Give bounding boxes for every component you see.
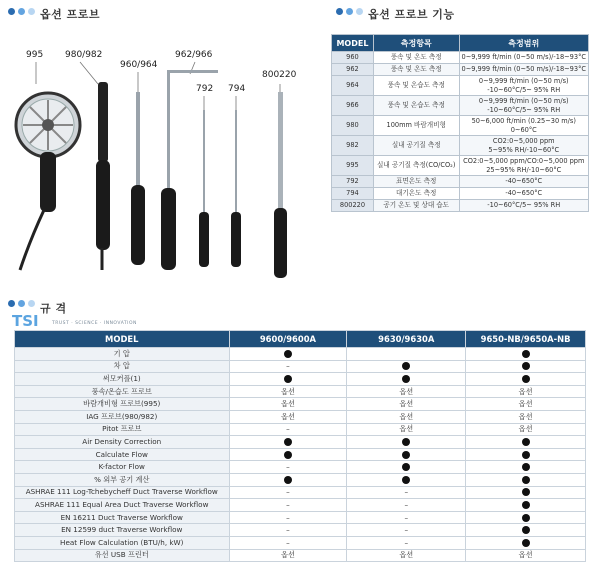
spec-value: – bbox=[347, 536, 466, 549]
filled-dot-icon bbox=[522, 362, 530, 370]
spec-value: 옵션 bbox=[229, 385, 347, 398]
spec-row bbox=[15, 473, 586, 486]
spec-value: 옵션 bbox=[347, 385, 466, 398]
range-cell bbox=[459, 76, 589, 96]
spec-value bbox=[229, 436, 347, 449]
table-row bbox=[332, 188, 589, 200]
filled-dot-icon bbox=[522, 488, 530, 496]
range-line: -10~60°C/5~ 95% RH bbox=[487, 201, 561, 209]
model-cell: 982 bbox=[332, 136, 374, 156]
range-cell bbox=[459, 136, 589, 156]
spec-value: 옵션 bbox=[466, 398, 586, 411]
spec-label: EN 16211 Duct Traverse Workflow bbox=[15, 511, 230, 524]
spec-label: ASHRAE 111 Log-Tchebycheff Duct Traverse Workflow bbox=[15, 486, 230, 499]
range-cell bbox=[459, 52, 589, 64]
spec-value bbox=[466, 461, 586, 474]
probe-label-995: 995 bbox=[26, 50, 44, 60]
probe-label-794: 794 bbox=[228, 84, 246, 94]
spec-value bbox=[347, 348, 466, 361]
spec-label: Heat Flow Calculation (BTU/h, kW) bbox=[15, 536, 230, 549]
probe-functions-table bbox=[331, 34, 589, 212]
filled-dot-icon bbox=[284, 438, 292, 446]
model-cell: 966 bbox=[332, 96, 374, 116]
item-cell: 실내 공기질 측정(CO/CO₂) bbox=[373, 156, 459, 176]
spec-row bbox=[15, 385, 586, 398]
filled-dot-icon bbox=[522, 438, 530, 446]
spec-value bbox=[466, 448, 586, 461]
vane-probe-995 bbox=[16, 62, 80, 270]
spec-value bbox=[347, 360, 466, 373]
spec-value bbox=[229, 473, 347, 486]
filled-dot-icon bbox=[522, 463, 530, 471]
spec-value: – bbox=[347, 524, 466, 537]
spec-row bbox=[15, 423, 586, 436]
spec-header-9650: 9650-NB/9650A-NB bbox=[466, 331, 586, 348]
spec-label: 기 압 bbox=[15, 348, 230, 361]
probe-label-960-964: 960/964 bbox=[120, 60, 158, 70]
spec-value: – bbox=[229, 486, 347, 499]
range-line: -40~650°C bbox=[505, 189, 543, 197]
table-row bbox=[332, 52, 589, 64]
item-cell: 100mm 바람개비형 bbox=[373, 116, 459, 136]
spec-value: – bbox=[229, 524, 347, 537]
range-line: 0~9,999 ft/min (0~50 m/s)/-18~93°C bbox=[461, 65, 586, 73]
spec-value: – bbox=[229, 423, 347, 436]
col-header-range: 측정범위 bbox=[459, 35, 589, 52]
table-row bbox=[332, 96, 589, 116]
spec-row bbox=[15, 549, 586, 562]
spec-value bbox=[466, 436, 586, 449]
table-row bbox=[332, 156, 589, 176]
spec-label: % 외부 공기 계산 bbox=[15, 473, 230, 486]
spec-row bbox=[15, 436, 586, 449]
filled-dot-icon bbox=[522, 514, 530, 522]
range-cell bbox=[459, 188, 589, 200]
item-cell: 풍속 및 온습도 측정 bbox=[373, 96, 459, 116]
spec-value: 옵션 bbox=[466, 385, 586, 398]
range-line: -10~60°C/5~ 95% RH bbox=[487, 85, 561, 94]
probe-960 bbox=[131, 72, 145, 265]
spec-row bbox=[15, 486, 586, 499]
options-title: 옵션 프로브 bbox=[40, 8, 100, 21]
filled-dot-icon bbox=[522, 539, 530, 547]
spec-value: – bbox=[229, 360, 347, 373]
probe-functions-title: 옵션 프로브 기능 bbox=[368, 8, 455, 21]
spec-row bbox=[15, 360, 586, 373]
spec-value: – bbox=[229, 461, 347, 474]
spec-label: Pitot 프로브 bbox=[15, 423, 230, 436]
spec-value: 옵션 bbox=[347, 410, 466, 423]
spec-label: 차 압 bbox=[15, 360, 230, 373]
spec-value bbox=[347, 473, 466, 486]
model-cell: 980 bbox=[332, 116, 374, 136]
filled-dot-icon bbox=[522, 526, 530, 534]
filled-dot-icon bbox=[284, 375, 292, 383]
probe-794 bbox=[231, 96, 241, 267]
table-row bbox=[332, 200, 589, 212]
range-cell bbox=[459, 156, 589, 176]
item-cell: 표면온도 측정 bbox=[373, 176, 459, 188]
spec-value: – bbox=[229, 536, 347, 549]
spec-label: K-factor Flow bbox=[15, 461, 230, 474]
filled-dot-icon bbox=[522, 476, 530, 484]
filled-dot-icon bbox=[522, 451, 530, 459]
range-cell bbox=[459, 96, 589, 116]
spec-value bbox=[466, 511, 586, 524]
range-line: 0~9,999 ft/min (0~50 m/s) bbox=[478, 76, 569, 85]
spec-header-9600: 9600/9600A bbox=[229, 331, 347, 348]
spec-row bbox=[15, 398, 586, 411]
spec-value bbox=[229, 348, 347, 361]
model-cell: 964 bbox=[332, 76, 374, 96]
spec-value bbox=[466, 536, 586, 549]
range-cell bbox=[459, 200, 589, 212]
probe-label-962-966: 962/966 bbox=[175, 50, 213, 60]
spec-value bbox=[466, 373, 586, 386]
probe-800220 bbox=[274, 84, 287, 278]
spec-value bbox=[229, 373, 347, 386]
spec-row bbox=[15, 348, 586, 361]
range-line: 0~9,999 ft/min (0~50 m/s)/-18~93°C bbox=[461, 53, 586, 61]
model-cell: 792 bbox=[332, 176, 374, 188]
spec-dots bbox=[8, 300, 35, 307]
filled-dot-icon bbox=[284, 350, 292, 358]
model-cell: 962 bbox=[332, 64, 374, 76]
filled-dot-icon bbox=[522, 501, 530, 509]
item-cell: 대기온도 측정 bbox=[373, 188, 459, 200]
spec-row bbox=[15, 524, 586, 537]
range-line: 0~60°C bbox=[510, 125, 537, 134]
spec-value: 옵션 bbox=[466, 410, 586, 423]
spec-label: Air Density Correction bbox=[15, 436, 230, 449]
spec-label: 써모커플(1) bbox=[15, 373, 230, 386]
range-line: CO2:0~5,000 ppm bbox=[492, 136, 555, 145]
spec-value bbox=[229, 448, 347, 461]
spec-row bbox=[15, 448, 586, 461]
filled-dot-icon bbox=[402, 476, 410, 484]
filled-dot-icon bbox=[402, 451, 410, 459]
table-row bbox=[332, 116, 589, 136]
spec-row bbox=[15, 536, 586, 549]
spec-value: 옵션 bbox=[347, 423, 466, 436]
spec-label: 유선 USB 프린터 bbox=[15, 549, 230, 562]
spec-value bbox=[466, 486, 586, 499]
spec-value bbox=[466, 524, 586, 537]
spec-value: – bbox=[347, 511, 466, 524]
spec-value: 옵션 bbox=[347, 549, 466, 562]
spec-value bbox=[466, 473, 586, 486]
filled-dot-icon bbox=[522, 350, 530, 358]
item-cell: 풍속 및 온도 측정 bbox=[373, 64, 459, 76]
filled-dot-icon bbox=[402, 362, 410, 370]
spec-value: 옵션 bbox=[466, 423, 586, 436]
spec-row bbox=[15, 373, 586, 386]
spec-value bbox=[466, 499, 586, 512]
spec-label: IAG 프로브(980/982) bbox=[15, 410, 230, 423]
spec-value bbox=[466, 348, 586, 361]
spec-value bbox=[347, 436, 466, 449]
filled-dot-icon bbox=[402, 375, 410, 383]
spec-row bbox=[15, 511, 586, 524]
section-dots-2 bbox=[336, 8, 363, 15]
filled-dot-icon bbox=[284, 451, 292, 459]
spec-table bbox=[14, 330, 586, 562]
table-row bbox=[332, 76, 589, 96]
table-row bbox=[332, 176, 589, 188]
spec-value: 옵션 bbox=[466, 549, 586, 562]
spec-label: ASHRAE 111 Equal Area Duct Traverse Workflow bbox=[15, 499, 230, 512]
spec-value: – bbox=[229, 499, 347, 512]
item-cell: 풍속 및 온습도 측정 bbox=[373, 76, 459, 96]
spec-label: Calculate Flow bbox=[15, 448, 230, 461]
spec-label: EN 12599 duct Traverse Workflow bbox=[15, 524, 230, 537]
probe-792 bbox=[199, 96, 209, 267]
model-cell: 800220 bbox=[332, 200, 374, 212]
spec-value: 옵션 bbox=[229, 549, 347, 562]
range-line: 50~6,000 ft/min (0.25~30 m/s) bbox=[471, 116, 576, 125]
spec-value: 옵션 bbox=[347, 398, 466, 411]
range-line: CO2:0~5,000 ppm/CO:0~5,000 ppm bbox=[463, 156, 585, 165]
spec-value bbox=[466, 360, 586, 373]
model-cell: 794 bbox=[332, 188, 374, 200]
model-cell: 960 bbox=[332, 52, 374, 64]
range-cell bbox=[459, 176, 589, 188]
spec-row bbox=[15, 461, 586, 474]
range-line: -40~650°C bbox=[505, 177, 543, 185]
range-line: 0~9,999 ft/min (0~50 m/s) bbox=[478, 96, 569, 105]
filled-dot-icon bbox=[284, 476, 292, 484]
svg-text:TSI: TSI bbox=[12, 312, 39, 330]
spec-value bbox=[347, 448, 466, 461]
spec-value: 옵션 bbox=[229, 398, 347, 411]
table-row bbox=[332, 64, 589, 76]
probe-label-980-982: 980/982 bbox=[65, 50, 103, 60]
col-header-model: MODEL bbox=[332, 35, 374, 52]
range-line: 5~95% RH/-10~60°C bbox=[488, 145, 560, 154]
range-line: -10~60°C/5~ 95% RH bbox=[487, 105, 561, 114]
range-line: 25~95% RH/-10~60°C bbox=[486, 165, 562, 174]
table-row bbox=[332, 136, 589, 156]
spec-row bbox=[15, 410, 586, 423]
range-cell bbox=[459, 116, 589, 136]
spec-value: – bbox=[229, 511, 347, 524]
filled-dot-icon bbox=[402, 438, 410, 446]
spec-value bbox=[347, 373, 466, 386]
spec-row bbox=[15, 499, 586, 512]
spec-value: – bbox=[347, 486, 466, 499]
range-cell bbox=[459, 64, 589, 76]
probe-illustrations bbox=[0, 40, 320, 290]
filled-dot-icon bbox=[522, 375, 530, 383]
item-cell: 실내 공기질 측정 bbox=[373, 136, 459, 156]
item-cell: 공기 온도 및 상대 습도 bbox=[373, 200, 459, 212]
section-dots bbox=[8, 8, 35, 15]
spec-value bbox=[347, 461, 466, 474]
spec-label: 바람개비형 프로브(995) bbox=[15, 398, 230, 411]
col-header-item: 측정항목 bbox=[373, 35, 459, 52]
probe-962 bbox=[161, 62, 218, 270]
item-cell: 풍속 및 온도 측정 bbox=[373, 52, 459, 64]
filled-dot-icon bbox=[402, 463, 410, 471]
logo-tagline: TRUST · SCIENCE · INNOVATION bbox=[52, 321, 137, 326]
spec-header-model: MODEL bbox=[15, 331, 230, 348]
model-cell: 995 bbox=[332, 156, 374, 176]
spec-value: 옵션 bbox=[229, 410, 347, 423]
spec-value: – bbox=[347, 499, 466, 512]
spec-title: 규 격 bbox=[40, 302, 67, 315]
spec-header-9630: 9630/9630A bbox=[347, 331, 466, 348]
probe-label-792: 792 bbox=[196, 84, 214, 94]
probe-gallery bbox=[0, 40, 320, 290]
probe-label-800220: 800220 bbox=[262, 70, 297, 80]
iaq-probe-980 bbox=[80, 62, 110, 270]
spec-label: 풍속/온습도 프로브 bbox=[15, 385, 230, 398]
